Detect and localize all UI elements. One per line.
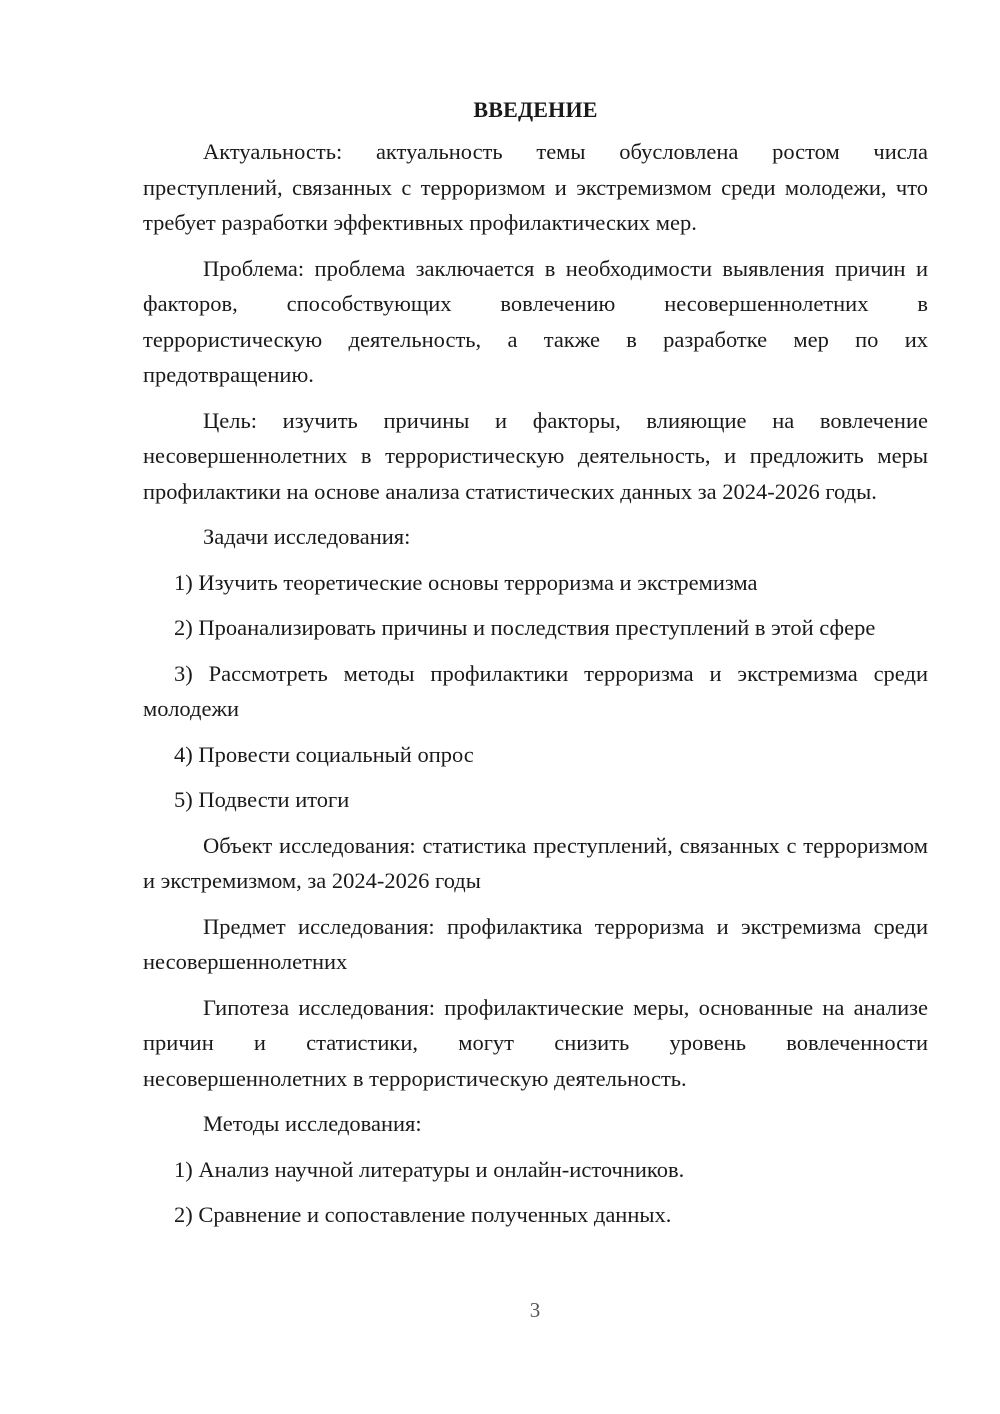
relevance-paragraph: Актуальность: актуальность темы обусловлена ростом числа преступлений, связанных с терроризмом и экстремизмом среди молодежи, что требует разработки эффективных профилактических мер. bbox=[143, 139, 928, 235]
page-title: ВВЕДЕНИЕ bbox=[473, 97, 598, 122]
task-item-1: 1) Изучить теоретические основы терроризма и экстремизма bbox=[174, 569, 758, 595]
task-item-2: 2) Проанализировать причины и последствия преступлений в этой сфере bbox=[174, 615, 876, 640]
task-item-5: 5) Подвести итоги bbox=[174, 787, 350, 812]
goal-paragraph: Цель: изучить причины и факторы, влияющие на вовлечение несовершеннолетних в террористическую деятельность, и предложить меры профилактики на основе анализа статистических данных за 2024-2026 годы. bbox=[143, 407, 928, 504]
problem-paragraph: Проблема: проблема заключается в необходимости выявления причин и факторов, способствующих вовлечению несовершеннолетних в террористическую деятельность, а также в разработке мер по их предотвращению. bbox=[143, 255, 928, 387]
page-content bbox=[143, 92, 928, 1243]
subject-paragraph: Предмет исследования: профилактика терроризма и экстремизма среди несовершеннолетних bbox=[143, 913, 928, 974]
task-item-4: 4) Провести социальный опрос bbox=[174, 741, 474, 767]
method-item-2: 2) Сравнение и сопоставление полученных данных. bbox=[174, 1202, 672, 1227]
hypothesis-paragraph: Гипотеза исследования: профилактические меры, основанные на анализе причин и статистики, могут снизить уровень вовлеченности несовершеннолетних в террористическую деятельность. bbox=[143, 994, 928, 1091]
method-item-1: 1) Анализ научной литературы и онлайн-источников. bbox=[174, 1156, 685, 1182]
page-number: 3 bbox=[529, 1298, 541, 1322]
tasks-heading: Задачи исследования: bbox=[203, 524, 411, 549]
object-paragraph: Объект исследования: статистика преступлений, связанных с терроризмом и экстремизмом, за 2024-2026 годы bbox=[143, 832, 928, 893]
methods-heading: Методы исследования: bbox=[203, 1111, 422, 1136]
task-item-3: 3) Рассмотреть методы профилактики терроризма и экстремизма среди молодежи bbox=[143, 660, 928, 721]
